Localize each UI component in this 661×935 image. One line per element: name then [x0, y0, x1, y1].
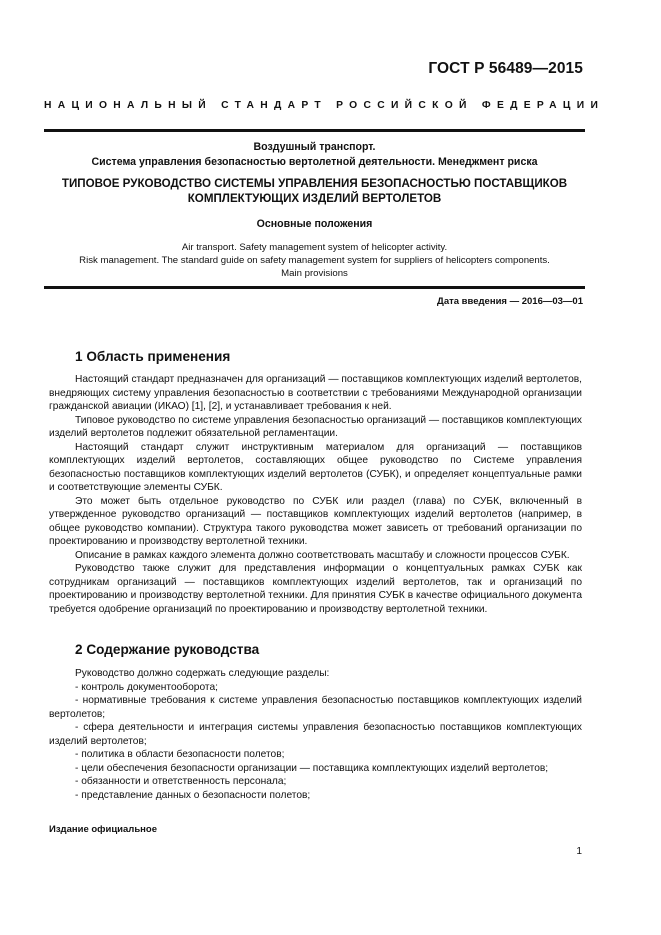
english-title-line-3: Main provisions	[281, 268, 348, 279]
russian-title-line-1: Воздушный транспорт.	[253, 141, 376, 153]
main-title	[44, 177, 585, 206]
official-edition-label: Издание официальное	[49, 824, 157, 835]
top-rule	[44, 129, 585, 132]
english-title-line-2: Risk management. The standard guide on safety management system for suppliers of helicopters components.	[79, 255, 550, 266]
main-title-line-1: ТИПОВОЕ РУКОВОДСТВО СИСТЕМЫ УПРАВЛЕНИЯ БЕЗОПАСНОСТЬЮ ПОСТАВЩИКОВ	[61, 177, 568, 190]
paragraph: Настоящий стандарт предназначен для организаций — поставщиков комплектующих изделий вертолетов, внедряющих систему управления безопасностью в соответствии с требованиями Международной организации гражданской авиации (ИКАО) [1], [2], и устанавливает требования к ней.	[49, 374, 582, 412]
page-number: 1	[576, 846, 582, 857]
russian-title-line-2: Система управления безопасностью вертолетной деятельности. Менеджмент риска	[91, 155, 538, 168]
list-item: - контроль документооборота;	[75, 681, 218, 693]
section-1-body	[49, 373, 582, 616]
list-item: - политика в области безопасности полетов;	[75, 749, 285, 760]
list-item: - сфера деятельности и интеграция системы управления безопасностью поставщиков комплектующих изделий вертолетов;	[49, 722, 582, 747]
list-item: - нормативные требования к системе управления безопасностью поставщиков комплектующих изделий вертолетов;	[49, 695, 582, 720]
introduction-date: Дата введения — 2016—03—01	[437, 296, 583, 307]
english-title	[44, 241, 585, 280]
national-standard-banner: НАЦИОНАЛЬНЫЙ СТАНДАРТ РОССИЙСКОЙ ФЕДЕРАЦИИ	[44, 100, 605, 111]
gost-number: ГОСТ Р 56489—2015	[428, 60, 583, 77]
russian-title	[44, 140, 585, 169]
list-item: - цели обеспечения безопасности организации — поставщика комплектующих изделий вертолетов;	[75, 762, 549, 774]
paragraph: Это может быть отдельное руководство по СУБК или раздел (глава) по СУБК, включенный в утвержденное руководство организаций — поставщиков комплектующих изделий вертолетов (например, в общее руководство компании). Структура такого руководства может зависеть от требований организации по проектированию и производству вертолетной техники.	[49, 495, 582, 547]
main-title-line-2: КОМПЛЕКТУЮЩИХ ИЗДЕЛИЙ ВЕРТОЛЕТОВ	[187, 191, 442, 205]
english-title-line-1: Air transport. Safety management system of helicopter activity.	[181, 242, 448, 253]
paragraph: Настоящий стандарт служит инструктивным материалом для организаций — поставщиков комплектующих изделий вертолетов, составляющих общее руководство по Системе управления безопасностью поставщиков комплектующих изделий вертолетов (СУБК), и определяет концептуальные рамки и соответствующие элементы СУБК.	[49, 441, 582, 493]
paragraph: Руководство должно содержать следующие разделы:	[75, 668, 330, 679]
list-item: - представление данных о безопасности полетов;	[75, 789, 311, 801]
bottom-rule	[44, 286, 585, 289]
subtitle: Основные положения	[256, 218, 373, 230]
paragraph: Описание в рамках каждого элемента должно соответствовать масштабу и сложности процессов СУБК.	[75, 549, 570, 561]
section-2-heading: 2 Содержание руководства	[75, 642, 260, 657]
paragraph: Типовое руководство по системе управления безопасностью организаций — поставщиков комплектующих изделий вертолетов подлежит обязательной регламентации.	[49, 414, 583, 439]
section-2-body	[49, 667, 582, 802]
paragraph: Руководство также служит для представления информации о концептуальных рамках СУБК как сотрудникам организаций — поставщиков комплектующих изделий вертолетов, так и организаций по проектированию и производству вертолетной техники. Для принятия СУБК в качестве официального документа требуется одобрение организаций по проектированию и производству вертолетной техники.	[49, 563, 582, 615]
section-1-heading: 1 Область применения	[75, 349, 231, 364]
list-item: - обязанности и ответственность персонала;	[75, 776, 287, 787]
